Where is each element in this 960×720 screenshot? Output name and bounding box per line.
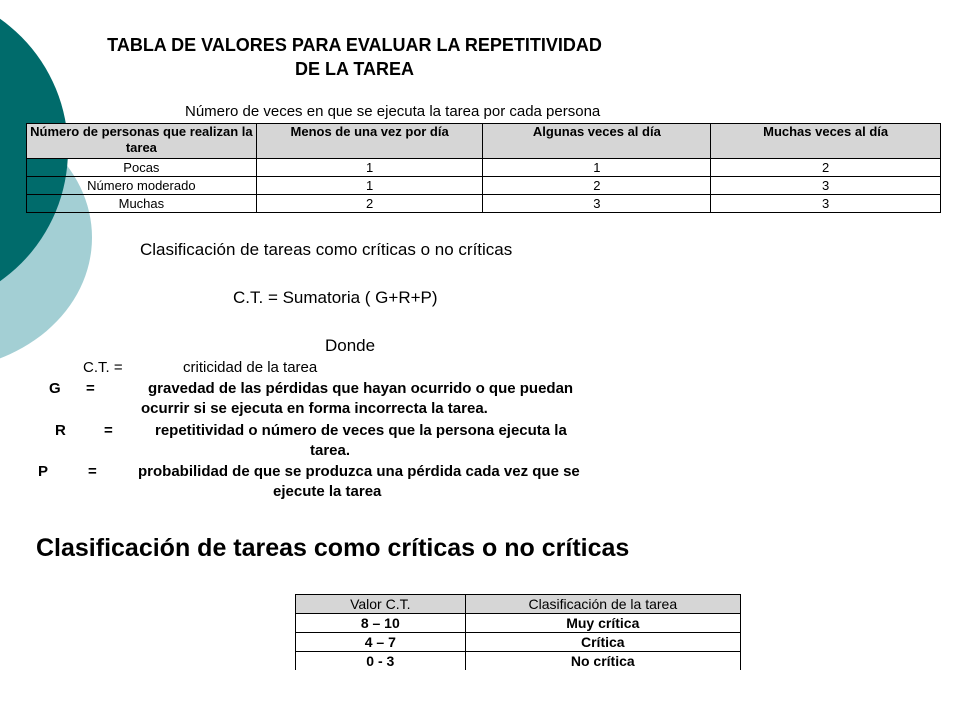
table-cell: 3 [711,195,941,213]
g-equals: = [86,380,95,397]
ct-symbol: C.T. = [83,359,123,376]
table-cell: Muchas [27,195,257,213]
table-cell: 2 [711,159,941,177]
table-cell: No crítica [465,652,740,671]
table-cell: 4 – 7 [296,633,466,652]
table-cell: 1 [256,159,483,177]
classification-table [295,594,741,670]
r-symbol: R [55,422,66,439]
table-cell: 2 [483,177,711,195]
r-definition-line2: tarea. [310,442,351,459]
ct-definition: criticidad de la tarea [183,359,318,376]
ct-formula: C.T. = Sumatoria ( G+R+P) [233,288,438,307]
table-row [27,195,941,213]
r-definition-line1: repetitividad o número de veces que la persona ejecuta la [155,422,567,439]
table-header-row [296,595,741,614]
g-definition-line1: gravedad de las pérdidas que hayan ocurrido o que puedan [148,380,574,397]
table-row [296,614,741,633]
repetitiveness-table [26,123,941,213]
table-cell: 1 [256,177,483,195]
page-title-line2: DE LA TAREA [295,59,414,79]
table-row [296,652,741,671]
page-title [82,33,627,81]
classification-heading: Clasificación de tareas como críticas o no críticas [36,534,630,562]
header-cell: Algunas veces al día [483,124,711,159]
table-cell: Número moderado [27,177,257,195]
header-cell: Número de personas que realizan la tarea [27,124,257,159]
classification-subtitle: Clasificación de tareas como críticas o no críticas [140,240,513,259]
p-symbol: P [38,463,49,480]
header-cell: Clasificación de la tarea [465,595,740,614]
table1-caption: Número de veces en que se ejecuta la tarea por cada persona [185,103,601,120]
table-cell: 2 [256,195,483,213]
table-cell: 0 - 3 [296,652,466,671]
table-row [27,159,941,177]
where-label: Donde [325,336,376,355]
header-cell: Valor C.T. [296,595,466,614]
table-cell: Muy crítica [465,614,740,633]
r-equals: = [104,422,113,439]
g-definition-line2: ocurrir si se ejecuta en forma incorrecta la tarea. [141,400,488,417]
table-row [27,177,941,195]
table-cell: 3 [711,177,941,195]
table-cell: 1 [483,159,711,177]
table-row [296,633,741,652]
p-definition-line1: probabilidad de que se produzca una pérdida cada vez que se [138,463,580,480]
p-definition-line2: ejecute la tarea [273,483,382,500]
table-cell: Crítica [465,633,740,652]
g-symbol: G [49,380,61,397]
header-cell: Muchas veces al día [711,124,941,159]
p-equals: = [88,463,97,480]
page-title-line1: TABLA DE VALORES PARA EVALUAR LA REPETITIVIDAD [107,35,602,55]
table-cell: 8 – 10 [296,614,466,633]
table-header-row [27,124,941,159]
table-cell: 3 [483,195,711,213]
header-cell: Menos de una vez por día [256,124,483,159]
table-cell: Pocas [27,159,257,177]
